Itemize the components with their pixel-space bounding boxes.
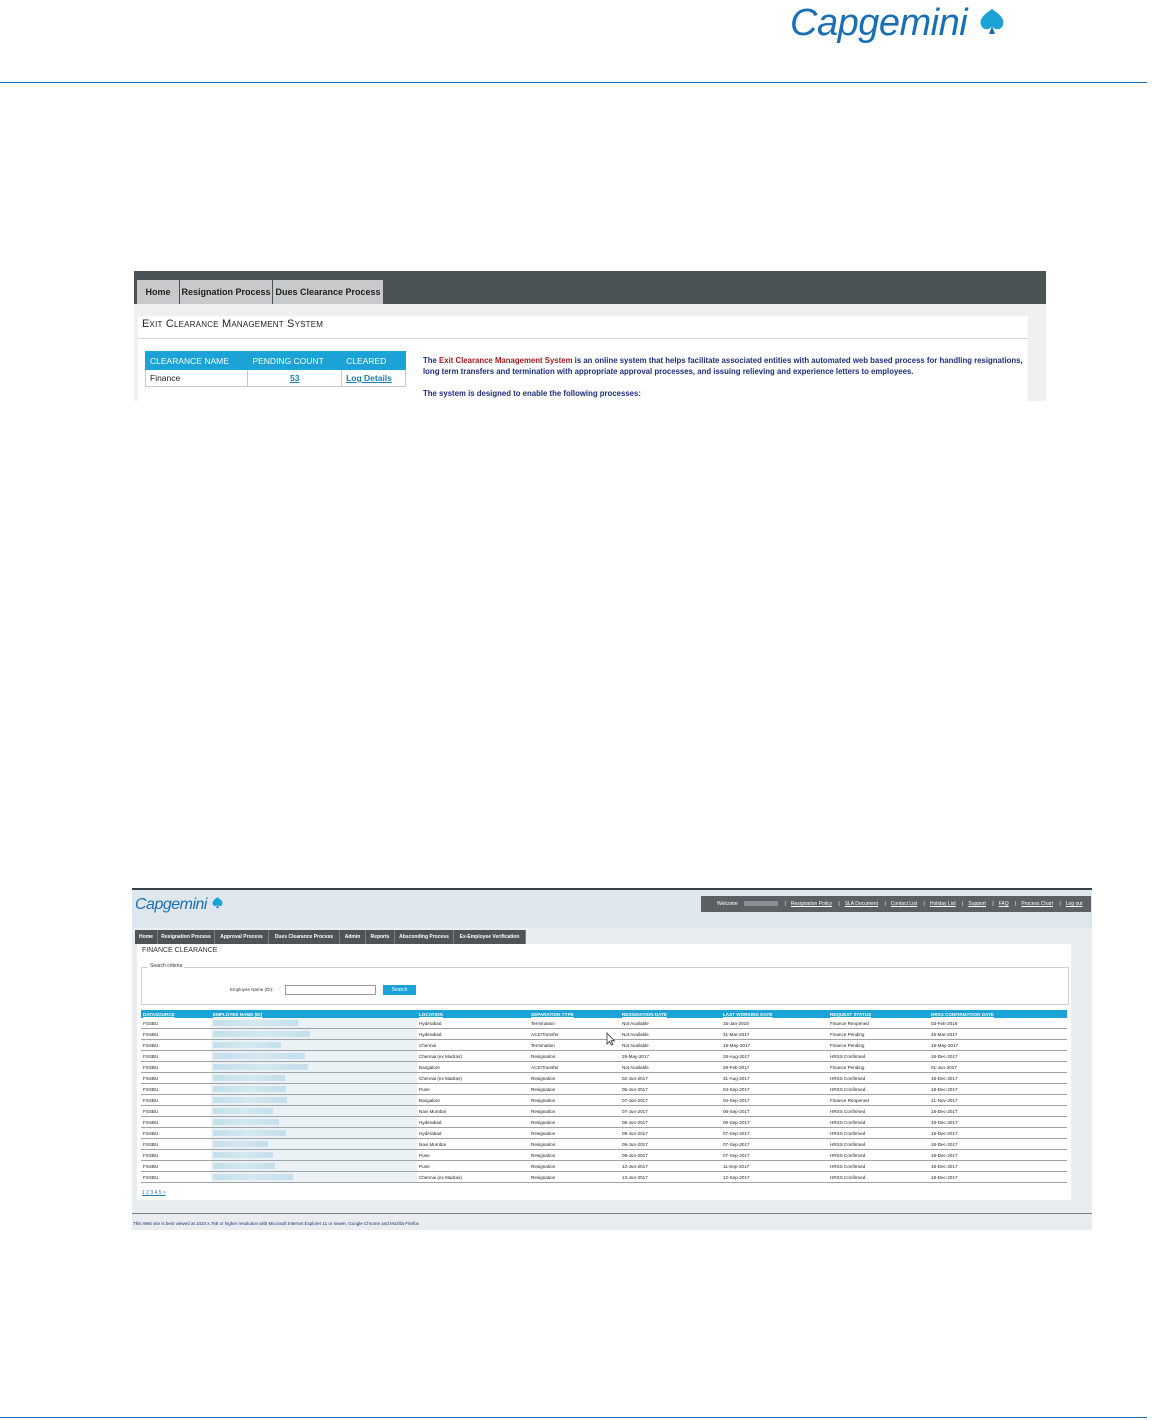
finance-clearance-screenshot [132, 888, 1092, 1230]
table-row[interactable] [141, 1139, 1067, 1150]
table-row[interactable] [141, 1128, 1067, 1139]
tab-dues-clearance-process[interactable]: Dues Clearance Process [269, 930, 340, 944]
table-cell: Chennai (ex Madras) [417, 1073, 529, 1084]
table-cell: FSSBU [141, 1040, 211, 1051]
nav-log-out[interactable]: Log out [1065, 901, 1083, 907]
employee-name-label: Employee Name (ID): [230, 987, 274, 992]
clearance-name-cell: Finance [146, 370, 248, 387]
table-row[interactable] [141, 1062, 1067, 1073]
table-cell: 07-Jun-2017 [620, 1106, 721, 1117]
table-cell: FSSBU [141, 1062, 211, 1073]
column-header-cleared: CLEARED [342, 352, 406, 370]
tab-home[interactable]: Home [135, 930, 158, 944]
table-cell: Hyderabad [417, 1117, 529, 1128]
column-header[interactable]: HRSS CONFIRMATION DATE [929, 1010, 1067, 1018]
redacted-employee-name [211, 1073, 417, 1084]
table-cell: HRSS Confirmed [828, 1117, 929, 1128]
table-cell: Bangalore [417, 1062, 529, 1073]
table-cell: 18-Dec-2017 [929, 1150, 1067, 1161]
table-cell: HRSS Confirmed [828, 1172, 929, 1183]
table-row[interactable] [141, 1117, 1067, 1128]
table-cell: HRSS Confirmed [828, 1073, 929, 1084]
table-cell: 28-Feb-2017 [721, 1062, 828, 1073]
table-cell: 07-Sep-2017 [721, 1150, 828, 1161]
table-cell: FSSBU [141, 1150, 211, 1161]
table-cell: 05-Jun-2017 [620, 1084, 721, 1095]
table-cell: 18-Dec-2017 [929, 1106, 1067, 1117]
table-cell: 07-Sep-2017 [721, 1128, 828, 1139]
system-processes-intro: The system is designed to enable the following processes: [423, 389, 641, 398]
system-name-highlight: Exit Clearance Management System [439, 356, 573, 365]
search-criteria-box [141, 967, 1069, 1005]
table-row[interactable] [141, 1040, 1067, 1051]
table-row[interactable] [141, 1073, 1067, 1084]
table-cell: Bangalore [417, 1095, 529, 1106]
redacted-user-name [744, 901, 778, 906]
redacted-employee-name [211, 1117, 417, 1128]
nav-resignation-policy[interactable]: Resignation Policy [790, 901, 832, 907]
table-cell: FSSBU [141, 1161, 211, 1172]
redacted-employee-name [211, 1062, 417, 1073]
table-cell: Resignation [529, 1161, 620, 1172]
table-cell: 09-Jun-2017 [620, 1128, 721, 1139]
table-cell: 01-Jun-2017 [929, 1062, 1067, 1073]
table-cell: Resignation [529, 1128, 620, 1139]
table-cell: FSSBU [141, 1095, 211, 1106]
logo-text: Capgemini [790, 2, 968, 44]
table-cell: 31-Mar-2017 [721, 1029, 828, 1040]
table-cell: Chennai (ex Madras) [417, 1051, 529, 1062]
tab-home[interactable]: Home [137, 280, 179, 304]
table-row[interactable] [141, 1084, 1067, 1095]
table-cell: FSSBU [141, 1172, 211, 1183]
table-cell: HRSS Confirmed [828, 1084, 929, 1095]
tab-reports[interactable]: Reports [366, 930, 395, 944]
table-cell: Pune [417, 1161, 529, 1172]
table-header-row [141, 1010, 1067, 1018]
table-cell: Not Available [620, 1040, 721, 1051]
employee-name-input[interactable] [285, 985, 376, 995]
table-cell: 12-Jun-2017 [620, 1161, 721, 1172]
table-cell: Termination [529, 1018, 620, 1029]
table-cell: Chennai (ex Madras) [417, 1172, 529, 1183]
table-cell: 09-Jun-2017 [620, 1139, 721, 1150]
utility-nav: Welcome | Resignation Policy | SLA Document | Contact List | Holiday List | Support | FAQ | Process Chart | Log out [701, 896, 1091, 912]
table-row[interactable] [141, 1095, 1067, 1106]
table-cell: 15-Jan-2016 [721, 1018, 828, 1029]
table-cell: HRSS Confirmed [828, 1106, 929, 1117]
column-header-pending-count: PENDING COUNT [248, 352, 342, 370]
nav-support[interactable]: Support [968, 901, 986, 907]
capgemini-logo [790, 2, 1007, 46]
table-row[interactable] [141, 1161, 1067, 1172]
table-cell: 09-Jun-2017 [620, 1150, 721, 1161]
table-cell: HRSS Confirmed [828, 1051, 929, 1062]
search-button[interactable]: Search [383, 985, 416, 995]
redacted-employee-name [211, 1018, 417, 1029]
table-row [146, 370, 406, 387]
table-cell: 02-Jun-2017 [620, 1073, 721, 1084]
capgemini-spade-icon [211, 896, 224, 914]
table-cell: FSSBU [141, 1128, 211, 1139]
browser-note: This Web site is best viewed at 1024 x 768 or higher resolution with Microsoft Internet Explorer 11 or newer, Google Chrome and Mozilla Firefox [133, 1221, 419, 1226]
table-cell: 04-Sep-2017 [721, 1095, 828, 1106]
mouse-pointer-icon [606, 1032, 616, 1051]
page-title: Exit Clearance Management System [142, 318, 324, 330]
nav-sla-document[interactable]: SLA Document [844, 901, 879, 907]
table-cell: Resignation [529, 1117, 620, 1128]
column-header[interactable]: RESIGNATION DATE [620, 1010, 721, 1018]
nav-faq[interactable]: FAQ [998, 901, 1009, 907]
table-cell: 12-Sep-2017 [721, 1172, 828, 1183]
table-cell: Resignation [529, 1106, 620, 1117]
table-cell: Hyderabad [417, 1018, 529, 1029]
table-cell: Navi Mumbai [417, 1106, 529, 1117]
column-header[interactable]: LOCATION [417, 1010, 529, 1018]
table-cell: Finance Pending [828, 1029, 929, 1040]
header-rule [0, 82, 1147, 83]
table-cell: 18-Dec-2017 [929, 1084, 1067, 1095]
column-header[interactable]: REQUEST STATUS [828, 1010, 929, 1018]
table-row[interactable] [141, 1018, 1067, 1029]
redacted-employee-name [211, 1150, 417, 1161]
table-cell: 18-Dec-2017 [929, 1172, 1067, 1183]
table-cell: 21-Nov-2017 [929, 1095, 1067, 1106]
search-criteria-legend: Search criteria [150, 963, 183, 969]
redacted-employee-name [211, 1172, 417, 1183]
table-cell: Finance Pending [828, 1040, 929, 1051]
table-row[interactable] [141, 1029, 1067, 1040]
table-cell: 08-Jun-2017 [620, 1117, 721, 1128]
tab-ex-employee-verification[interactable]: Ex-Employee Verification [454, 930, 526, 944]
table-cell: Resignation [529, 1095, 620, 1106]
ecms-home-screenshot [134, 271, 1046, 401]
table-cell: 18-Dec-2017 [929, 1051, 1067, 1062]
table-cell: HRSS Confirmed [828, 1161, 929, 1172]
table-cell: FSSBU [141, 1051, 211, 1062]
table-cell: 18-Dec-2017 [929, 1073, 1067, 1084]
table-cell: Resignation [529, 1150, 620, 1161]
table-cell: Pune [417, 1084, 529, 1095]
redacted-employee-name [211, 1040, 417, 1051]
table-cell: Resignation [529, 1084, 620, 1095]
table-cell: FSSBU [141, 1117, 211, 1128]
tab-absconding-process[interactable]: Absconding Process [395, 930, 454, 944]
table-cell: 06-Sep-2017 [721, 1117, 828, 1128]
table-cell: 28-Aug-2017 [721, 1051, 828, 1062]
table-cell: 18-Dec-2017 [929, 1161, 1067, 1172]
column-header[interactable]: SEPARATION TYPE [529, 1010, 620, 1018]
table-cell: Navi Mumbai [417, 1139, 529, 1150]
table-cell: Finance Reopened [828, 1018, 929, 1029]
table-cell: Not Available [620, 1018, 721, 1029]
table-row[interactable] [141, 1106, 1067, 1117]
table-cell: 04-Sep-2017 [721, 1084, 828, 1095]
footer-page-rule [0, 1417, 1147, 1418]
table-row[interactable] [141, 1150, 1067, 1161]
column-header-clearance-name: CLEARANCE NAME [146, 352, 248, 370]
table-cell: 07-Sep-2017 [721, 1139, 828, 1150]
header-top-line [132, 888, 1092, 890]
table-cell: Finance Pending [828, 1062, 929, 1073]
table-cell: 16-Mar-2017 [929, 1029, 1067, 1040]
table-cell: Resignation [529, 1139, 620, 1150]
table-cell: Not Available [620, 1062, 721, 1073]
system-description: The Exit Clearance Management System is an online system that helps facilitate associated entities with automated web based process for handling resignations, long term transfers and termination with appropriate approval processes, and issuing relieving and experience letters to employees. [423, 356, 1023, 376]
redacted-employee-name [211, 1139, 417, 1150]
table-cell: Finance Reopened [828, 1095, 929, 1106]
nav-contact-list[interactable]: Contact List [890, 901, 918, 907]
redacted-employee-name [211, 1084, 417, 1095]
redacted-employee-name [211, 1161, 417, 1172]
table-cell: FSSBU [141, 1029, 211, 1040]
redacted-employee-name [211, 1106, 417, 1117]
finance-clearance-table [141, 1010, 1067, 1183]
table-cell: FSSBU [141, 1018, 211, 1029]
table-cell: FSSBU [141, 1106, 211, 1117]
table-cell: Not Available [620, 1029, 721, 1040]
table-cell: Termination [529, 1040, 620, 1051]
table-cell: HRSS Confirmed [828, 1150, 929, 1161]
table-cell: 18-Dec-2017 [929, 1139, 1067, 1150]
table-cell: 31-Aug-2017 [721, 1073, 828, 1084]
tab-dues-clearance-process[interactable]: Dues Clearance Process [273, 280, 383, 304]
table-cell: 11-Sep-2017 [721, 1161, 828, 1172]
table-cell: 18-May-2017 [929, 1040, 1067, 1051]
welcome-label: Welcome [717, 901, 738, 907]
table-cell: Pune [417, 1150, 529, 1161]
table-cell: 29-May-2017 [620, 1051, 721, 1062]
table-row[interactable] [141, 1172, 1067, 1183]
table-cell: FSSBU [141, 1073, 211, 1084]
table-cell: 07-Jun-2017 [620, 1095, 721, 1106]
table-cell: HRSS Confirmed [828, 1139, 929, 1150]
table-cell: 06-Sep-2017 [721, 1106, 828, 1117]
tab-resignation-process[interactable]: Resignation Process [158, 930, 215, 944]
app-logo: Capgemini [135, 896, 224, 914]
tab-resignation-process[interactable]: Resignation Process [180, 280, 272, 304]
table-cell: ACSITransfer [529, 1029, 620, 1040]
capgemini-spade-icon [977, 3, 1007, 46]
table-cell: 18-May-2017 [721, 1040, 828, 1051]
nav-holiday-list[interactable]: Holiday List [929, 901, 956, 907]
redacted-employee-name [211, 1029, 417, 1040]
table-cell: ACSITransfer [529, 1062, 620, 1073]
pending-count-link[interactable]: 53 [248, 370, 342, 387]
table-cell: Resignation [529, 1073, 620, 1084]
table-cell: Chennai [417, 1040, 529, 1051]
column-header[interactable]: LAST WORKING DATE [721, 1010, 828, 1018]
title-divider [138, 338, 1028, 339]
table-cell: FSSBU [141, 1084, 211, 1095]
table-cell: FSSBU [141, 1139, 211, 1150]
column-header[interactable]: EMPLOYEE NAME (ID) [211, 1010, 417, 1018]
table-cell: HRSS Confirmed [828, 1128, 929, 1139]
table-cell: 18-Dec-2017 [929, 1117, 1067, 1128]
table-cell: 13-Jun-2017 [620, 1172, 721, 1183]
page-title: FINANCE CLEARANCE [142, 947, 218, 954]
redacted-employee-name [211, 1051, 417, 1062]
table-cell: Hyderabad [417, 1128, 529, 1139]
nav-process-chart[interactable]: Process Chart [1021, 901, 1054, 907]
table-cell: Resignation [529, 1172, 620, 1183]
table-row[interactable] [141, 1051, 1067, 1062]
table-cell: Resignation [529, 1051, 620, 1062]
tab-admin[interactable]: Admin [340, 930, 366, 944]
clearance-summary-table [145, 351, 406, 387]
table-cell: 03-Feb-2016 [929, 1018, 1067, 1029]
column-header[interactable]: DATASOURCE [141, 1010, 211, 1018]
pagination[interactable]: 1 2 3 4 5 > [142, 1190, 166, 1196]
tab-approval-process[interactable]: Approval Process [215, 930, 269, 944]
redacted-employee-name [211, 1095, 417, 1106]
table-cell: 18-Dec-2017 [929, 1128, 1067, 1139]
footer-rule [132, 1213, 1092, 1214]
table-cell: Hyderabad [417, 1029, 529, 1040]
redacted-employee-name [211, 1128, 417, 1139]
log-details-link[interactable]: Log Details [342, 370, 406, 387]
